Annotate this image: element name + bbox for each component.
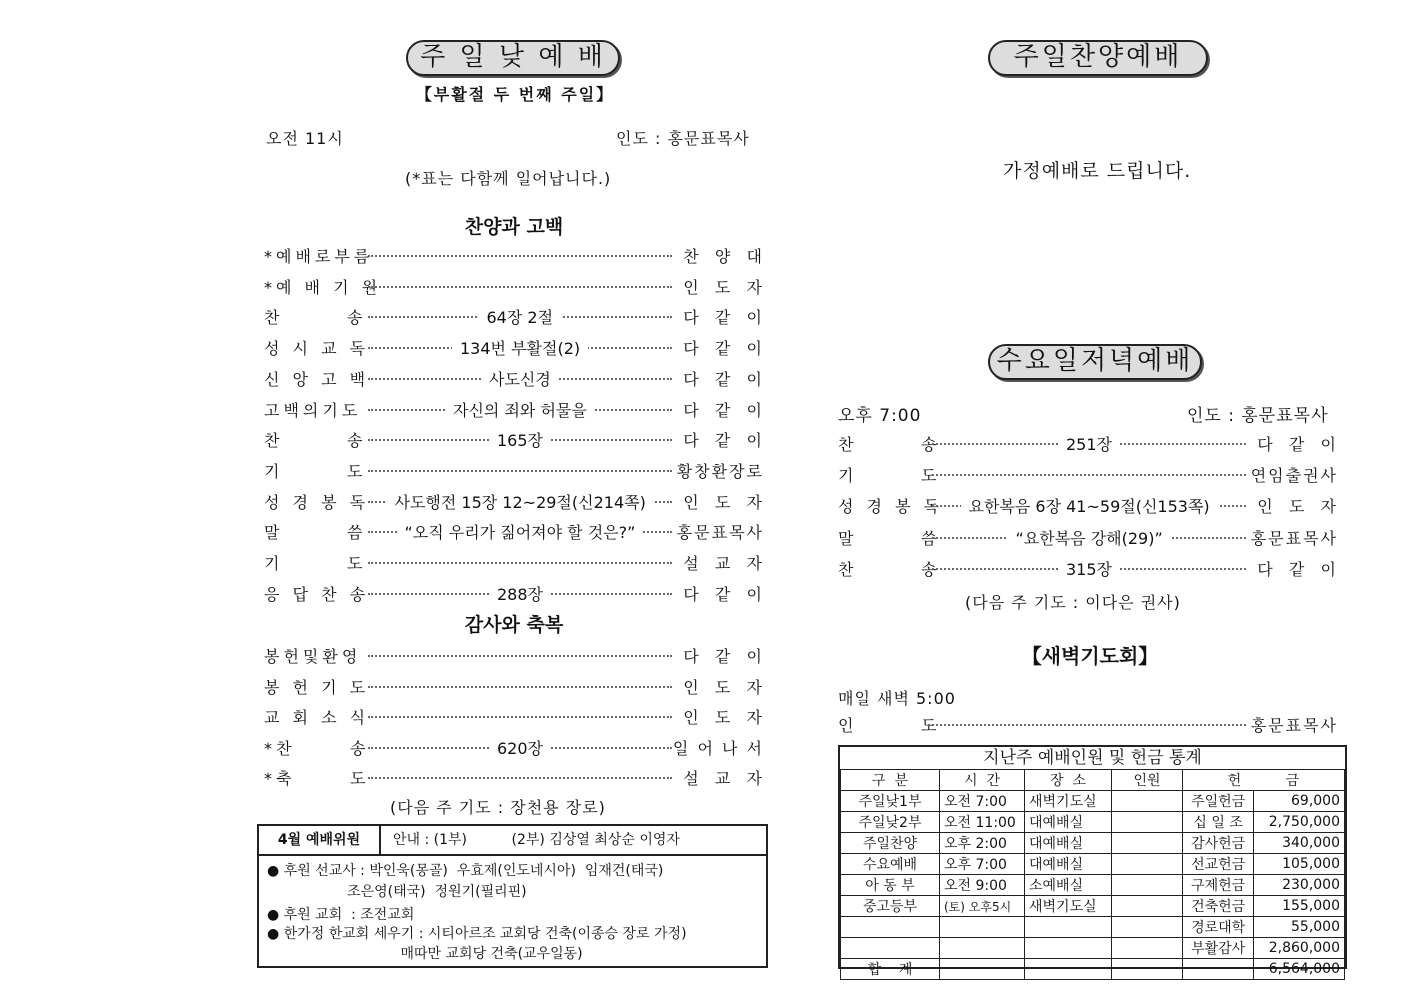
- stats-cell: 건축헌금: [1183, 896, 1254, 917]
- row-responsible: 인 도 자: [683, 492, 764, 512]
- stats-cell: 오전 9:00: [940, 875, 1025, 896]
- row-content: 315장: [1058, 557, 1120, 580]
- stats-cell: [1112, 791, 1183, 812]
- service-row: [264, 551, 764, 573]
- row-label: 찬 송: [264, 308, 367, 328]
- stats-cell: 55,000: [1254, 917, 1345, 938]
- stats-cell: 구제헌금: [1183, 875, 1254, 896]
- wednesday-next-prayer: (다음 주 기도 : 이다은 권사): [965, 593, 1181, 612]
- row-label: 성 경 봉 독: [264, 492, 370, 512]
- stats-header-cell: 인원: [1112, 770, 1183, 791]
- stats-cell: 2,750,000: [1254, 812, 1345, 833]
- sunday-praise-title: 주일찬양예배: [988, 40, 1208, 76]
- committee-line-1: ● 후원 선교사 : 박인욱(몽골) 우효제(인도네시아) 임재건(태국): [267, 863, 664, 879]
- service-leader: 인도 : 홍문표목사: [616, 129, 750, 148]
- row-content: 134번 부활절(2): [452, 336, 588, 359]
- stats-cell: 십 일 조: [1183, 812, 1254, 833]
- row-responsible: 설 교 자: [683, 554, 764, 573]
- row-content: 64장 2절: [479, 305, 562, 328]
- row-label: 찬 송: [838, 435, 941, 454]
- service-row: [264, 520, 764, 542]
- row-responsible: 다 같 이: [683, 308, 764, 328]
- dawn-prayer-title: 【새벽기도회】: [1021, 644, 1159, 668]
- worship-committee-box: [257, 824, 768, 968]
- stats-cell: 수요예배: [841, 854, 940, 875]
- service-row: [264, 705, 764, 727]
- row-content: 165장: [489, 428, 551, 451]
- section-thanks-blessing: 감사와 축복: [464, 614, 564, 636]
- row-content: 251장: [1058, 432, 1120, 455]
- service-row: [264, 766, 764, 788]
- service-row: [264, 428, 764, 450]
- row-label: 기 도: [838, 466, 941, 486]
- service-row: [264, 275, 764, 297]
- row-label: 성 경 봉 독: [838, 497, 944, 517]
- stats-cell: [1112, 896, 1183, 917]
- dawn-leader-row: [838, 713, 1338, 735]
- service-row: [838, 557, 1338, 579]
- stats-cell: 6,564,000: [1254, 959, 1345, 980]
- easter-subtitle: 【부활절 두 번째 주일】: [415, 85, 615, 104]
- stats-cell: [1112, 938, 1183, 959]
- row-label: 신 앙 고 백: [264, 369, 370, 389]
- dawn-leader-name: 홍문표목사: [1250, 716, 1338, 735]
- stats-cell: 155,000: [1254, 896, 1345, 917]
- dawn-leader-label: 인 도: [838, 716, 941, 735]
- row-label: 찬 송: [264, 431, 367, 451]
- row-label: 교 회 소 식: [264, 708, 370, 727]
- stats-row: [841, 875, 1345, 896]
- row-responsible: 홍문표목사: [676, 523, 764, 543]
- service-row: [264, 367, 764, 389]
- row-label: 말 씀: [838, 528, 941, 548]
- stats-cell: 합 계: [841, 959, 940, 980]
- row-label: *예 배 기 원: [264, 277, 382, 297]
- stats-cell: 오전 11:00: [940, 812, 1025, 833]
- stats-cell: 주일헌금: [1183, 791, 1254, 812]
- wednesday-leader: 인도 : 홍문표목사: [1187, 406, 1329, 426]
- stats-row: [841, 812, 1345, 833]
- stats-cell: [1112, 812, 1183, 833]
- wednesday-service-title: 수요일저녁예배: [988, 344, 1202, 380]
- row-responsible: 다 같 이: [683, 369, 764, 389]
- stats-cell: 새벽기도실: [1025, 791, 1112, 812]
- stats-cell: 부활감사: [1183, 938, 1254, 959]
- row-responsible: 인 도 자: [683, 708, 764, 727]
- committee-line-4: ● 한가정 한교회 세우기 : 시티아르조 교회당 건축(이종승 장로 가정): [267, 926, 687, 942]
- stats-row: [841, 854, 1345, 875]
- row-content: 자신의 죄와 허물을: [445, 398, 595, 421]
- service-row: [264, 736, 764, 758]
- stats-cell: 중고등부: [841, 896, 940, 917]
- stats-cell: [1025, 917, 1112, 938]
- stats-cell: 주일낮1부: [841, 791, 940, 812]
- committee-header-left: 4월 예배위원: [259, 826, 381, 856]
- service-row: [264, 305, 764, 327]
- row-responsible: 황창환장로: [676, 461, 764, 481]
- service-row: [264, 490, 764, 512]
- row-responsible: 다 같 이: [683, 431, 764, 451]
- row-label: 기 도: [264, 554, 367, 573]
- stats-cell: 230,000: [1254, 875, 1345, 896]
- committee-line-2: 조은영(태국) 정원기(필리핀): [267, 884, 527, 900]
- stats-cell: [1183, 959, 1254, 980]
- stats-cell: 대예배실: [1025, 812, 1112, 833]
- committee-line-5: 매따만 교회당 건축(교우일동): [267, 946, 583, 962]
- row-content: 사도행전 15장 12~29절(신214쪽): [387, 490, 654, 513]
- stats-cell: 105,000: [1254, 854, 1345, 875]
- row-responsible: 인 도 자: [1257, 497, 1338, 517]
- wednesday-time: 오후 7:00: [838, 406, 922, 426]
- row-label: 기 도: [264, 461, 367, 481]
- stats-cell: 아 동 부: [841, 875, 940, 896]
- row-responsible: 다 같 이: [683, 400, 764, 420]
- service-row: [264, 582, 764, 604]
- stats-row: [841, 938, 1345, 959]
- stats-header-cell: 헌 금: [1183, 770, 1345, 791]
- row-responsible: 다 같 이: [683, 584, 764, 604]
- row-responsible: 설 교 자: [683, 769, 764, 788]
- row-content: 288장: [489, 582, 551, 605]
- stats-cell: [1112, 875, 1183, 896]
- row-responsible: 찬 양 대: [683, 247, 764, 266]
- stats-cell: 경로대학: [1183, 917, 1254, 938]
- stats-cell: [1112, 917, 1183, 938]
- row-content: “요한복음 강해(29)”: [1008, 526, 1171, 549]
- stats-header-row: [841, 770, 1345, 791]
- row-responsible: 일 어 나 서: [672, 738, 764, 758]
- service-row: [264, 336, 764, 358]
- service-row: [264, 244, 764, 266]
- committee-line-3: ● 후원 교회 : 조전교회: [267, 907, 415, 923]
- stats-cell: [940, 959, 1025, 980]
- service-row: [838, 494, 1338, 516]
- stats-row: [841, 833, 1345, 854]
- service-row: [264, 398, 764, 420]
- row-label: 응 답 찬 송: [264, 584, 370, 604]
- row-label: 봉헌및환영: [264, 647, 362, 666]
- row-responsible: 다 같 이: [683, 647, 764, 666]
- stats-cell: 오전 7:00: [940, 791, 1025, 812]
- stats-header-cell: 장 소: [1025, 770, 1112, 791]
- row-responsible: 연임출권사: [1250, 466, 1338, 486]
- stats-cell: 소예배실: [1025, 875, 1112, 896]
- stats-cell: 69,000: [1254, 791, 1345, 812]
- stats-cell: 대예배실: [1025, 833, 1112, 854]
- stats-cell: [940, 917, 1025, 938]
- row-responsible: 다 같 이: [1257, 435, 1338, 454]
- dawn-time: 매일 새벽 5:00: [838, 689, 956, 708]
- row-content: “오직 우리가 짊어져야 할 것은?”: [397, 520, 644, 543]
- row-responsible: 인 도 자: [683, 677, 764, 697]
- service-row: [838, 526, 1338, 548]
- row-label: *찬 송: [264, 738, 370, 758]
- stats-header-cell: 구 분: [841, 770, 940, 791]
- stats-cell: 대예배실: [1025, 854, 1112, 875]
- stats-cell: [1025, 959, 1112, 980]
- stats-cell: [1112, 959, 1183, 980]
- stats-title: 지난주 예배인원 및 헌금 통계: [983, 748, 1202, 768]
- row-label: 찬 송: [838, 559, 941, 579]
- row-label: 고백의기도: [264, 400, 362, 420]
- stats-cell: 선교헌금: [1183, 854, 1254, 875]
- section-praise-confession: 찬양과 고백: [464, 216, 564, 238]
- service-time: 오전 11시: [266, 129, 344, 148]
- stats-header-cell: 시 간: [940, 770, 1025, 791]
- row-label: 성 시 교 독: [264, 339, 370, 359]
- row-label: *축 도: [264, 769, 370, 788]
- stats-cell: 오후 2:00: [940, 833, 1025, 854]
- service-row: [264, 459, 764, 481]
- stats-cell: [940, 938, 1025, 959]
- row-content: 사도신경: [481, 367, 559, 390]
- stats-cell: 주일낮2부: [841, 812, 940, 833]
- stats-box: [838, 745, 1347, 978]
- stats-cell: 주일찬양: [841, 833, 940, 854]
- stats-cell: [1112, 854, 1183, 875]
- stats-cell: 새벽기도실: [1025, 896, 1112, 917]
- stats-row: [841, 917, 1345, 938]
- row-content: 620장: [489, 736, 551, 759]
- home-worship-note: 가정예배로 드립니다.: [1003, 160, 1192, 182]
- row-responsible: 다 같 이: [683, 339, 764, 359]
- stats-row: [841, 896, 1345, 917]
- row-content: 요한복음 6장 41~59절(신153쪽): [961, 494, 1218, 517]
- stats-cell: [1025, 938, 1112, 959]
- next-week-prayer: (다음 주 기도 : 장천용 장로): [390, 798, 606, 817]
- stats-row: [841, 791, 1345, 812]
- stats-cell: [841, 938, 940, 959]
- row-label: 봉 헌 기 도: [264, 677, 370, 697]
- stats-cell: 2,860,000: [1254, 938, 1345, 959]
- stats-cell: 오후 7:00: [940, 854, 1025, 875]
- stats-row: [841, 959, 1345, 980]
- row-responsible: 홍문표목사: [1250, 528, 1338, 548]
- row-label: *예배로부름: [264, 247, 374, 266]
- stats-table: [840, 769, 1345, 980]
- stats-cell: [841, 917, 940, 938]
- row-label: 말 씀: [264, 523, 367, 543]
- stats-cell: (토) 오후5시: [940, 896, 1025, 917]
- sunday-service-title: 주 일 낮 예 배: [406, 40, 620, 76]
- stand-note: (*표는 다함께 일어납니다.): [405, 169, 612, 188]
- row-responsible: 다 같 이: [1257, 559, 1338, 579]
- row-responsible: 인 도 자: [683, 277, 764, 297]
- committee-header-right: 안내 : (1부) (2부) 김상열 최상순 이영자: [393, 832, 680, 848]
- service-row: [838, 463, 1338, 485]
- service-row: [264, 675, 764, 697]
- stats-cell: 감사헌금: [1183, 833, 1254, 854]
- stats-cell: 340,000: [1254, 833, 1345, 854]
- stats-cell: [1112, 833, 1183, 854]
- service-row: [838, 432, 1338, 454]
- service-row: [264, 644, 764, 666]
